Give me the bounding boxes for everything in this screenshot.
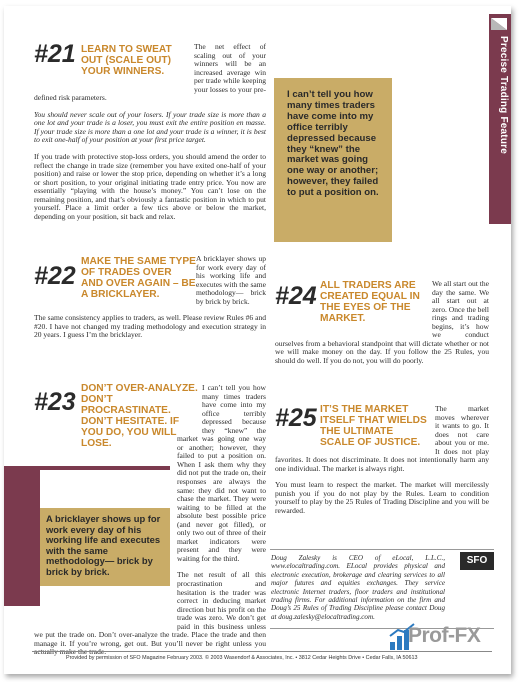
rule-21-body	[34, 40, 266, 229]
pullquote-2: A bricklayer shows up for work every day of his working life and executes with the same methodology— brick by brick by brick.	[46, 513, 161, 577]
magazine-page	[4, 6, 511, 674]
rule-25-para-2: You must learn to respect the market. The market will mercilessly punish you if you do not play by the Rules. Learn to condition yourself to play by the 25 Rules of Trading Discipline and you will be rewarded.	[275, 480, 489, 516]
corner-tab-icon	[491, 18, 507, 30]
rule-23-title: DON’T OVER-ANALYZE. DON’T PROCRASTINATE. DON’T HESITATE. IF YOU DO, YOU WILL LOSE.	[81, 383, 198, 449]
author-bio: Doug Zalesky is CEO of eLocal, L.L.C., www.elocaltrading.com. ELocal provides physical and electronic execution, brokerage and clearing services to all major futures and equities exchanges. They service electronic Internet traders, floor traders and institutional trading firms. For additional information on the firm and Doug’s 25 Rules of Trading Discipline please contact Doug at doug.zalesky@elocaltrading.com.	[271, 554, 445, 621]
side-label: Precise Trading Feature	[498, 36, 509, 154]
watermark-text: Prof-FX	[408, 624, 481, 647]
rule-23-para-1: I can’t tell you how many times traders have come into my office terribly depressed because they “knew” the market was going one way or another; however, they failed to put a position on. When I ask them why they did not put the trade on, their responses are always the same: they did not want to chase the market. They were waiting to be filled at the absolute best possible price (and never got filled), or only two out of three of their market indicators were present and they were waiting for the third.	[177, 383, 266, 563]
rule-22-body	[34, 255, 266, 348]
rule-24-title: ALL TRADERS ARE CREATED EQUAL IN THE EYES OF THE MARKET.	[320, 280, 420, 324]
rule-21-title: LEARN TO SWEAT OUT (SCALE OUT) YOUR WINNERS.	[81, 44, 172, 77]
pullquote-2-maroon-strip	[40, 466, 170, 470]
rule-23-para-2: The net result of all this procrastination and hesitation is the trader was correct in deducing market direction but his profit on the trade was zero. We don’t get paid in this business unless we put the trade on. Don’t over-analyze the trade. Place the trade and then manage it. If you’re wrong, get out. But you’ll never be right unless you	[34, 570, 266, 648]
author-bio-box	[270, 549, 494, 629]
rule-25-para-1: The market moves wherever it wants to go. It does not care about you or me. It does not play favorites. It does not discriminate. It does not intentionally harm any one individual. The market is always right.	[275, 404, 489, 473]
pullquote-2-box	[40, 508, 170, 586]
rule-21-number: #21	[34, 40, 76, 68]
rule-21-para-3: If you trade with protective stop-loss orders, you should amend the order to reflect the change in trade size (remember you have exited one-half of your position) and raise or lower the stop price, depending on whether it’s a long or short position, to your original initiating trade entry price. You now are essentially “playing with the house’s money.” You can’t lose on the remaining position, and that’s obviously a fantastic position in which to put yourself. Place a limit order a few tics above or below the market, depending on your position, sit back and relax.	[34, 152, 266, 221]
rule-25-number: #25	[275, 404, 317, 432]
rule-21-para-2: You should never scale out of your losers. If your trade size is more than a one lot and your trade is a loser, you must exit the entire position en masse. If your trade size is more than a one lot and your trade is a winner, it is best to exit one-half of your position at your first price target.	[34, 109, 266, 145]
rule-24-body	[275, 280, 489, 373]
rule-22-number: #22	[34, 262, 76, 290]
footer-rule	[32, 651, 492, 652]
rule-25-title: IT’S THE MARKET ITSELF THAT WIELDS THE ULTIMATE SCALE OF JUSTICE.	[320, 404, 427, 448]
pullquote-2-maroon-block	[4, 466, 40, 606]
rule-24-para-1: We all start out the day the same. We all start out at zero. Once the bell rings and trading begins, it’s how we conduct ourselves from a behavioral standpoint that will dictate whether or not we will make money on the day. If you follow the 25 Rules, you should do well. If you do not, you will do poorly.	[275, 279, 489, 365]
rule-21-para-1: The net effect of scaling out of your winners will be an increased average win per trade while keeping your losses to your pre-defined risk parameters.	[34, 42, 266, 103]
footer-credit: Provided by permission of SFO Magazine February 2003. © 2003 Wasendorf & Associates, Inc. • 3812 Cedar Heights Drive • Cedar Falls, IA 50613	[66, 655, 418, 661]
rule-22-para-2: The same consistency applies to traders, as well. Please review Rules #6 and #20. I have not changed my trading methodology and execution strategy in 20 years. I guess I’m the bricklayer.	[34, 313, 266, 340]
sfo-badge: SFO	[460, 552, 494, 570]
rule-23-number: #23	[34, 388, 76, 416]
rule-22-para-1: A bricklayer shows up for work every day of his working life and executes with the same methodology— brick by brick by brick.	[196, 254, 266, 306]
rule-24-number: #24	[275, 282, 317, 310]
rule-22-title: MAKE THE SAME TYPE OF TRADES OVER AND OVER AGAIN – BE A BRICKLAYER.	[81, 256, 196, 300]
pullquote-1-box	[274, 78, 392, 242]
rule-25-body	[275, 405, 489, 524]
pullquote-1: I can’t tell you how many times traders have come into my office terribly depressed because they “knew” the market was going one way or another; however, they failed to put a position on.	[287, 89, 379, 199]
watermark-logo	[388, 618, 502, 654]
